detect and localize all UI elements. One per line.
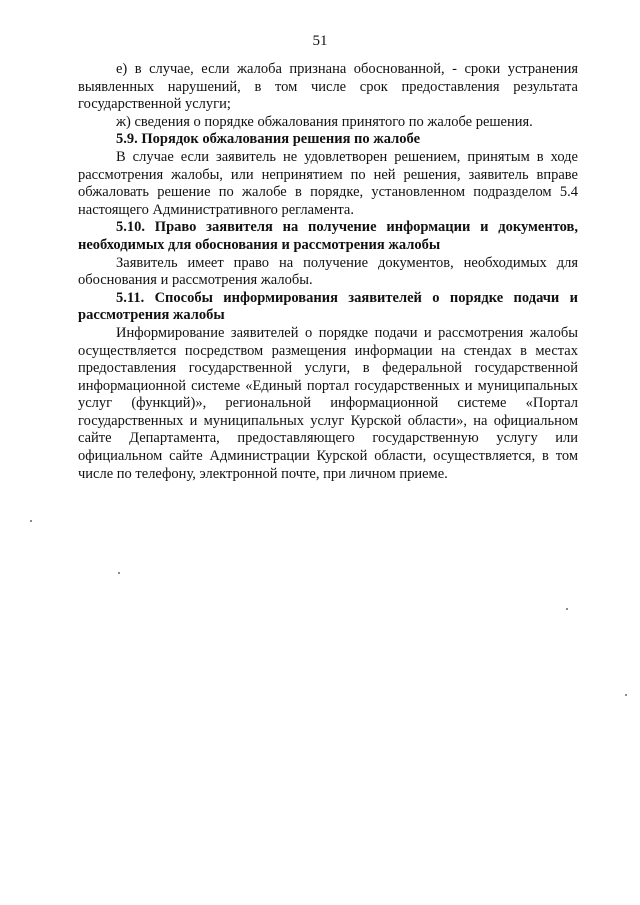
paragraph-5-10: Заявитель имеет право на получение документов, необходимых для обоснования и рассмотрения жалобы.	[78, 254, 578, 289]
scan-speck	[30, 520, 32, 522]
paragraph-item-e: е) в случае, если жалоба признана обоснованной, - сроки устранения выявленных нарушений, в том числе срок предоставления результата государственной услуги;	[78, 61, 578, 113]
section-heading-5-11: 5.11. Способы информирования заявителей о порядке подачи и рассмотрения жалобы	[78, 289, 578, 324]
paragraph-item-zh: ж) сведения о порядке обжалования принятого по жалобе решения.	[116, 113, 533, 130]
scan-speck	[118, 572, 120, 574]
scan-speck	[625, 694, 627, 696]
paragraph-5-9: В случае если заявитель не удовлетворен решением, принятым в ходе рассмотрения жалобы, или непринятием по ней решения, заявитель вправе обжаловать решение по жалобе в порядке, установленном подразделом 5.4 настоящего Административного регламента.	[78, 148, 578, 218]
section-heading-5-10: 5.10. Право заявителя на получение информации и документов, необходимых для обоснования и рассмотрения жалобы	[78, 219, 578, 253]
section-heading-5-9: 5.9. Порядок обжалования решения по жалобе	[116, 131, 421, 148]
paragraph-5-11: Информирование заявителей о порядке подачи и рассмотрения жалобы осуществляется посредством размещения информации на стендах в местах предоставления государственной услуги, в федеральной государственной информационной системе «Единый портал государственных и муниципальных услуг (функций)», региональной информационной системе «Портал государственных и муниципальных услуг Курской области», на официальном сайте Департамента, предоставляющего государственную услугу или официальном сайте Администрации Курской области, осуществляется, в том числе по телефону, электронной почте, при личном приеме.	[78, 324, 578, 482]
page-number: 51	[312, 33, 328, 49]
document-body	[78, 61, 578, 483]
scan-speck	[566, 608, 568, 610]
